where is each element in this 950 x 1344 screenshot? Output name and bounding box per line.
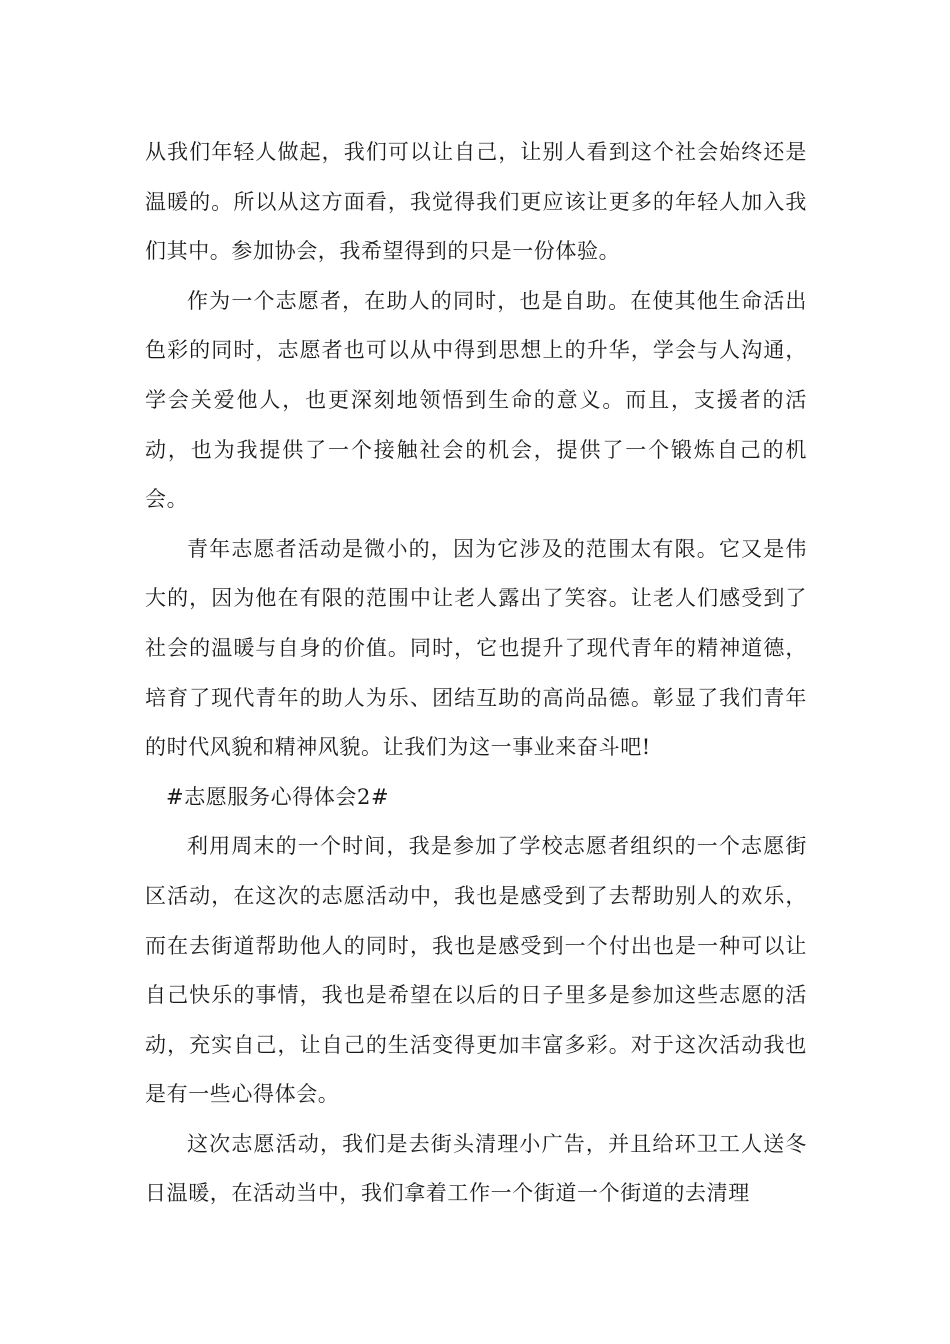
paragraph-street-cleanup: 这次志愿活动，我们是去街头清理小广告，并且给环卫工人送冬日温暖，在活动当中，我们拿着工作一个街道一个街道的去清理	[145, 1131, 807, 1206]
paragraph-volunteer-self-help: 作为一个志愿者，在助人的同时，也是自助。在使其他生命活出色彩的同时，志愿者也可以从中得到思想上的升华，学会与人沟通，学会关爱他人，也更深刻地领悟到生命的意义。而且，支援者的活动，也为我提供了一个接触社会的机会，提供了一个锻炼自己的机会。	[145, 288, 807, 512]
paragraph-weekend-activity: 利用周末的一个时间，我是参加了学校志愿者组织的一个志愿街区活动，在这次的志愿活动中，我也是感受到了去帮助别人的欢乐，而在去街道帮助他人的同时，我也是感受到一个付出也是一种可以让自己快乐的事情，我也是希望在以后的日子里多是参加这些志愿的活动，充实自己，让自己的生活变得更加丰富多彩。对于这次活动我也是有一些心得体会。	[145, 834, 807, 1107]
section-heading: #志愿服务心得体会2#	[166, 784, 390, 809]
paragraph-continued: 从我们年轻人做起，我们可以让自己，让别人看到这个社会始终还是温暖的。所以从这方面看，我觉得我们更应该让更多的年轻人加入我们其中。参加协会，我希望得到的只是一份体验。	[145, 140, 807, 264]
paragraph-youth-volunteer-activity: 青年志愿者活动是微小的，因为它涉及的范围太有限。它又是伟大的，因为他在有限的范围中让老人露出了笑容。让老人们感受到了社会的温暖与自身的价值。同时，它也提升了现代青年的精神道德，培育了现代青年的助人为乐、团结互助的高尚品德。彰显了我们青年的时代风貌和精神风貌。让我们为这一事业来奋斗吧!	[145, 536, 807, 760]
document-page	[145, 128, 807, 1219]
